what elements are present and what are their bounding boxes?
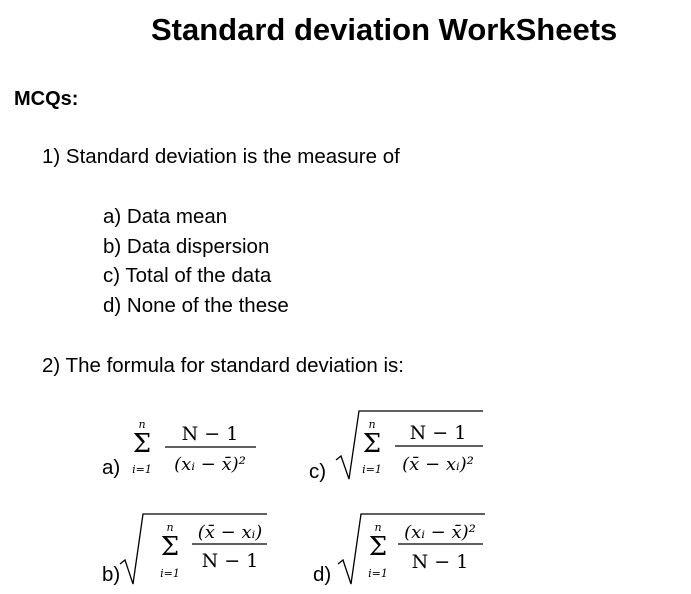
formula-denominator: (xᵢ − x̄)²	[174, 454, 246, 475]
sum-upper-limit: n	[368, 418, 376, 431]
formula-option-d-label: d)	[313, 563, 332, 586]
sum-upper-limit: n	[374, 521, 382, 534]
sum-upper-limit: n	[166, 521, 174, 534]
sum-lower-limit: i=1	[160, 567, 180, 580]
formula-numerator: (x̄ − xᵢ)	[197, 522, 263, 543]
formula-option-b	[117, 508, 277, 590]
formula-option-a	[118, 410, 278, 490]
section-heading: MCQs:	[14, 88, 79, 110]
question-1-option-b: b) Data dispersion	[103, 235, 270, 258]
formula-denominator: (x̄ − xᵢ)²	[402, 454, 474, 475]
formula-denominator: N − 1	[411, 551, 469, 573]
formula-numerator: N − 1	[409, 422, 467, 444]
formula-denominator: N − 1	[201, 550, 259, 572]
formula-option-c	[333, 405, 493, 487]
worksheet-title: Standard deviation WorkSheets	[151, 12, 618, 47]
formula-option-b-label: b)	[102, 563, 121, 586]
question-1: 1) Standard deviation is the measure of	[42, 145, 400, 168]
sum-lower-limit: i=1	[368, 567, 388, 580]
sigma-icon: Σ	[132, 429, 152, 459]
sigma-icon: Σ	[368, 532, 388, 562]
question-1-option-a: a) Data mean	[103, 205, 228, 228]
sigma-icon: Σ	[160, 532, 180, 562]
sigma-icon: Σ	[362, 429, 382, 459]
sum-lower-limit: i=1	[132, 463, 152, 476]
formula-option-d	[335, 506, 495, 590]
formula-option-c-label: c)	[309, 460, 327, 483]
question-2: 2) The formula for standard deviation is:	[42, 354, 404, 377]
formula-option-a-label: a)	[102, 456, 121, 479]
question-1-option-c: c) Total of the data	[103, 264, 272, 287]
sum-lower-limit: i=1	[362, 463, 382, 476]
formula-numerator: (xᵢ − x̄)²	[404, 522, 476, 543]
question-1-option-d: d) None of the these	[103, 294, 289, 317]
formula-numerator: N − 1	[181, 423, 239, 445]
sum-upper-limit: n	[138, 418, 146, 431]
